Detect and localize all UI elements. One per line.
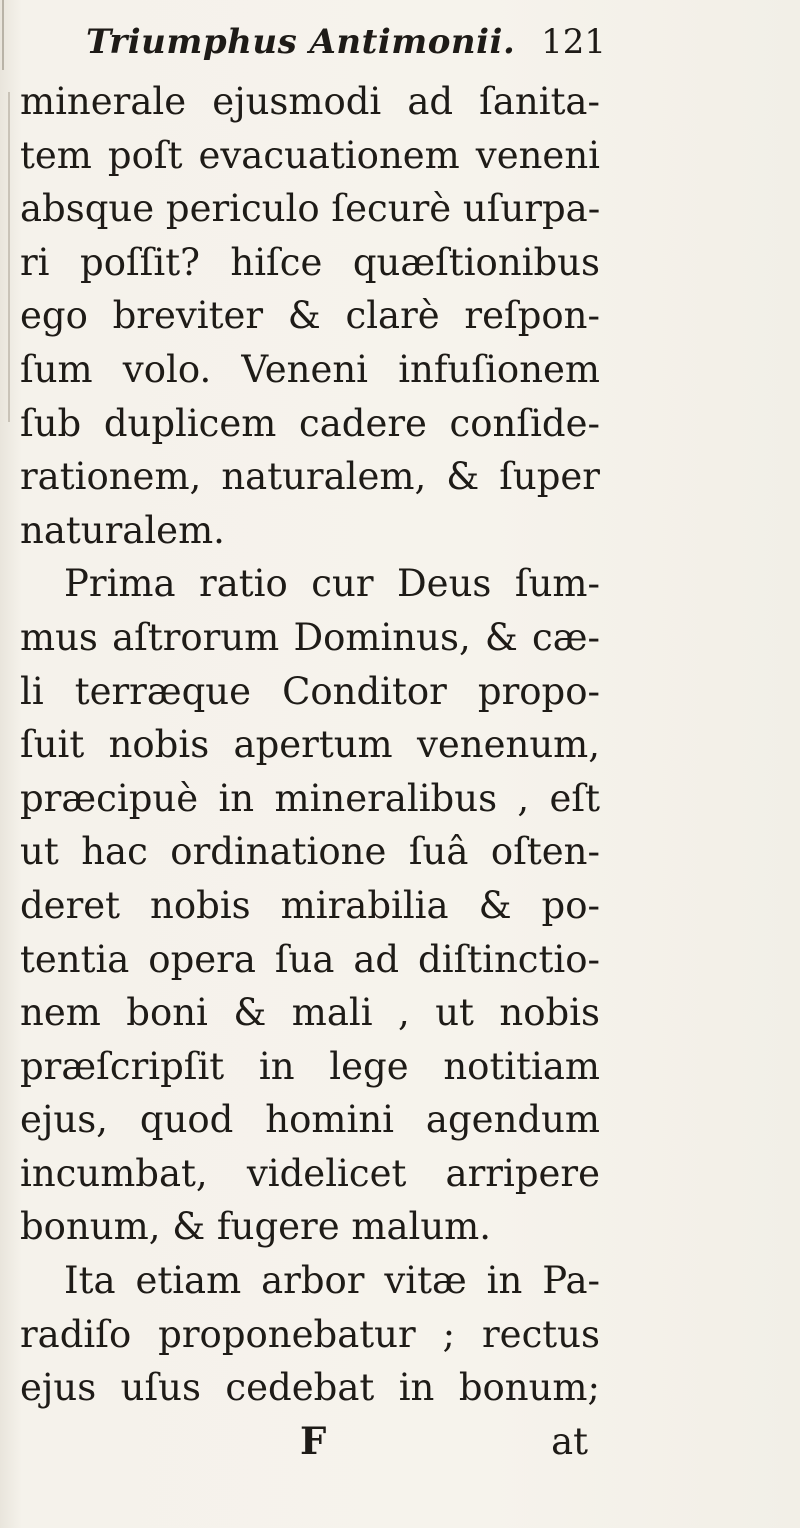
text-line: præcipuè in mineralibus , eſt: [20, 776, 600, 820]
text-line: ſum volo. Veneni infuſionem: [20, 347, 600, 391]
text-line: ſub duplicem cadere conſide-: [20, 401, 600, 445]
text-line: absque periculo ſecurè uſurpa-: [20, 187, 601, 231]
text-line: mus aſtrorum Dominus, & cæ-: [20, 615, 600, 659]
text-line: deret nobis mirabilia & po-: [20, 883, 600, 927]
page-gutter-edge: [2, 0, 4, 70]
catchword: at: [551, 1419, 588, 1463]
page-footer: [20, 1415, 600, 1469]
page-header: [86, 22, 606, 72]
text-line: li terræque Conditor propo-: [20, 669, 600, 713]
margin-rule: [8, 92, 10, 422]
signature-mark: F: [300, 1418, 327, 1463]
page-number: 121: [541, 22, 606, 62]
text-line: naturalem.: [20, 508, 225, 552]
text-line: bonum, & fugere malum.: [20, 1205, 492, 1249]
body-text: [20, 75, 600, 1468]
text-line: tentia opera ſua ad diſtinctio-: [20, 937, 600, 981]
text-line: ejus uſus cedebat in bonum;: [20, 1366, 600, 1410]
text-line: ejus, quod homini agendum: [20, 1098, 600, 1142]
text-line: rationem, naturalem, & ſuper: [20, 455, 600, 499]
text-line: ri poſſit? hiſce quæſtionibus: [20, 240, 600, 284]
text-line: radiſo proponebatur ; rectus: [20, 1312, 600, 1356]
text-line: nem boni & mali , ut nobis: [20, 991, 600, 1035]
paragraph-start-line: Ita etiam arbor vitæ in Pa-: [64, 1259, 600, 1303]
text-line: ut hac ordinatione ſuâ oſten-: [20, 830, 600, 874]
text-line: ſuit nobis apertum venenum,: [20, 723, 600, 767]
text-line: præſcripſit in lege notitiam: [20, 1044, 600, 1088]
running-title: Triumphus Antimonii.: [86, 22, 516, 62]
text-line: tem poſt evacuationem veneni: [20, 133, 600, 177]
text-line: ego breviter & clarè reſpon-: [20, 294, 600, 338]
text-line: minerale ejusmodi ad ſanita-: [20, 80, 600, 123]
paragraph-start-line: Prima ratio cur Deus ſum-: [64, 562, 600, 606]
text-line: incumbat, videlicet arripere: [20, 1151, 600, 1195]
